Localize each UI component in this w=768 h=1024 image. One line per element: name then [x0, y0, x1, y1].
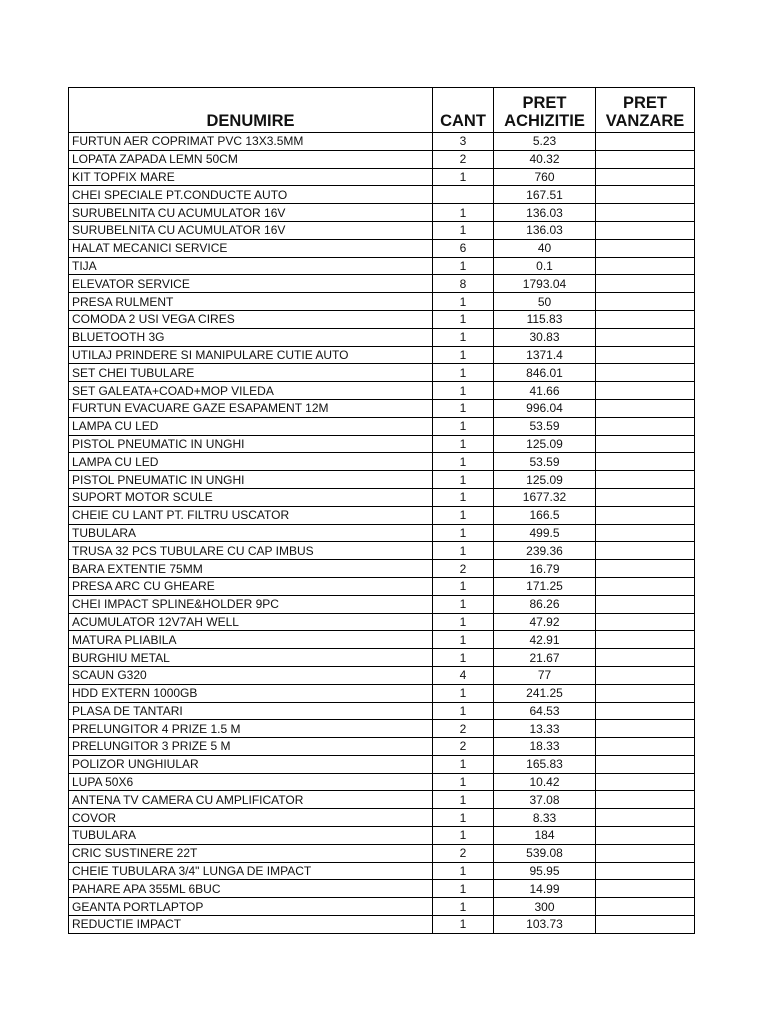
item-name-cell: HDD EXTERN 1000GB: [69, 684, 433, 702]
purchase-price-cell: 86.26: [494, 595, 596, 613]
header-qty-label: CANT: [440, 112, 486, 130]
quantity-cell: 1: [433, 453, 494, 471]
purchase-price-cell: 1677.32: [494, 488, 596, 506]
table-row: [69, 684, 695, 702]
table-row: [69, 524, 695, 542]
sale-price-cell: [596, 239, 695, 257]
quantity-cell: 2: [433, 720, 494, 738]
quantity-cell: 1: [433, 364, 494, 382]
purchase-price-cell: 42.91: [494, 631, 596, 649]
purchase-price-cell: 16.79: [494, 560, 596, 578]
table-row: [69, 880, 695, 898]
quantity-cell: 1: [433, 702, 494, 720]
sale-price-cell: [596, 364, 695, 382]
purchase-price-cell: 136.03: [494, 204, 596, 222]
table-row: [69, 435, 695, 453]
table-row: [69, 488, 695, 506]
quantity-cell: 1: [433, 417, 494, 435]
item-name-cell: COVOR: [69, 809, 433, 827]
quantity-cell: 1: [433, 168, 494, 186]
purchase-price-cell: 0.1: [494, 257, 596, 275]
purchase-price-cell: 64.53: [494, 702, 596, 720]
quantity-cell: 1: [433, 898, 494, 916]
item-name-cell: COMODA 2 USI VEGA CIRES: [69, 310, 433, 328]
quantity-cell: 1: [433, 328, 494, 346]
sale-price-cell: [596, 417, 695, 435]
quantity-cell: 1: [433, 382, 494, 400]
quantity-cell: 1: [433, 613, 494, 631]
quantity-cell: 1: [433, 542, 494, 560]
item-name-cell: TRUSA 32 PCS TUBULARE CU CAP IMBUS: [69, 542, 433, 560]
purchase-price-cell: 37.08: [494, 791, 596, 809]
sale-price-cell: [596, 328, 695, 346]
sale-price-cell: [596, 168, 695, 186]
sale-price-cell: [596, 453, 695, 471]
item-name-cell: PRELUNGITOR 4 PRIZE 1.5 M: [69, 720, 433, 738]
table-row: [69, 471, 695, 489]
quantity-cell: 1: [433, 773, 494, 791]
sale-price-cell: [596, 293, 695, 311]
quantity-cell: 3: [433, 133, 494, 151]
purchase-price-cell: 996.04: [494, 399, 596, 417]
item-name-cell: ANTENA TV CAMERA CU AMPLIFICATOR: [69, 791, 433, 809]
purchase-price-cell: 171.25: [494, 577, 596, 595]
quantity-cell: 1: [433, 809, 494, 827]
purchase-price-cell: 241.25: [494, 684, 596, 702]
table-row: [69, 809, 695, 827]
quantity-cell: 1: [433, 399, 494, 417]
table-row: [69, 649, 695, 667]
quantity-cell: 1: [433, 471, 494, 489]
quantity-cell: 4: [433, 666, 494, 684]
item-name-cell: PRESA RULMENT: [69, 293, 433, 311]
quantity-cell: 1: [433, 310, 494, 328]
purchase-price-cell: 239.36: [494, 542, 596, 560]
quantity-cell: [433, 186, 494, 204]
header-qty: [433, 88, 494, 133]
quantity-cell: 1: [433, 755, 494, 773]
sale-price-cell: [596, 649, 695, 667]
quantity-cell: 1: [433, 577, 494, 595]
table-row: [69, 133, 695, 151]
item-name-cell: SET CHEI TUBULARE: [69, 364, 433, 382]
purchase-price-cell: 50: [494, 293, 596, 311]
item-name-cell: KIT TOPFIX MARE: [69, 168, 433, 186]
item-name-cell: ACUMULATOR 12V7AH WELL: [69, 613, 433, 631]
quantity-cell: 1: [433, 204, 494, 222]
purchase-price-cell: 1793.04: [494, 275, 596, 293]
table-row: [69, 346, 695, 364]
purchase-price-cell: 125.09: [494, 435, 596, 453]
table-row: [69, 827, 695, 845]
quantity-cell: 1: [433, 631, 494, 649]
item-name-cell: UTILAJ PRINDERE SI MANIPULARE CUTIE AUTO: [69, 346, 433, 364]
sale-price-cell: [596, 880, 695, 898]
header-sell-price: [596, 88, 695, 133]
sale-price-cell: [596, 738, 695, 756]
sale-price-cell: [596, 702, 695, 720]
item-name-cell: FURTUN EVACUARE GAZE ESAPAMENT 12M: [69, 399, 433, 417]
table-row: [69, 453, 695, 471]
table-row: [69, 382, 695, 400]
sale-price-cell: [596, 827, 695, 845]
purchase-price-cell: 30.83: [494, 328, 596, 346]
sale-price-cell: [596, 844, 695, 862]
header-buy-line2: ACHIZITIE: [504, 112, 585, 130]
table-row: [69, 791, 695, 809]
table-row: [69, 328, 695, 346]
item-name-cell: TUBULARA: [69, 827, 433, 845]
header-buy-line1: PRET: [522, 94, 567, 112]
purchase-price-cell: 40.32: [494, 150, 596, 168]
quantity-cell: 1: [433, 827, 494, 845]
item-name-cell: SURUBELNITA CU ACUMULATOR 16V: [69, 204, 433, 222]
purchase-price-cell: 8.33: [494, 809, 596, 827]
item-name-cell: REDUCTIE IMPACT: [69, 916, 433, 934]
table-row: [69, 613, 695, 631]
quantity-cell: 1: [433, 435, 494, 453]
table-row: [69, 862, 695, 880]
quantity-cell: 1: [433, 684, 494, 702]
sale-price-cell: [596, 560, 695, 578]
sale-price-cell: [596, 809, 695, 827]
table-row: [69, 506, 695, 524]
purchase-price-cell: 136.03: [494, 221, 596, 239]
sale-price-cell: [596, 150, 695, 168]
sale-price-cell: [596, 862, 695, 880]
item-name-cell: LUPA 50X6: [69, 773, 433, 791]
inventory-table: [68, 87, 695, 934]
sale-price-cell: [596, 755, 695, 773]
purchase-price-cell: 10.42: [494, 773, 596, 791]
sale-price-cell: [596, 346, 695, 364]
item-name-cell: LOPATA ZAPADA LEMN 50CM: [69, 150, 433, 168]
purchase-price-cell: 167.51: [494, 186, 596, 204]
sale-price-cell: [596, 684, 695, 702]
purchase-price-cell: 18.33: [494, 738, 596, 756]
item-name-cell: SUPORT MOTOR SCULE: [69, 488, 433, 506]
sale-price-cell: [596, 595, 695, 613]
item-name-cell: LAMPA CU LED: [69, 453, 433, 471]
table-row: [69, 720, 695, 738]
item-name-cell: MATURA PLIABILA: [69, 631, 433, 649]
sale-price-cell: [596, 524, 695, 542]
purchase-price-cell: 40: [494, 239, 596, 257]
item-name-cell: TUBULARA: [69, 524, 433, 542]
item-name-cell: SET GALEATA+COAD+MOP VILEDA: [69, 382, 433, 400]
sale-price-cell: [596, 791, 695, 809]
item-name-cell: CHEI IMPACT SPLINE&HOLDER 9PC: [69, 595, 433, 613]
item-name-cell: PISTOL PNEUMATIC IN UNGHI: [69, 435, 433, 453]
sale-price-cell: [596, 382, 695, 400]
purchase-price-cell: 41.66: [494, 382, 596, 400]
sale-price-cell: [596, 506, 695, 524]
purchase-price-cell: 166.5: [494, 506, 596, 524]
header-sell-line1: PRET: [622, 94, 667, 112]
sale-price-cell: [596, 488, 695, 506]
purchase-price-cell: 760: [494, 168, 596, 186]
table-row: [69, 150, 695, 168]
table-row: [69, 738, 695, 756]
item-name-cell: FURTUN AER COPRIMAT PVC 13X3.5MM: [69, 133, 433, 151]
purchase-price-cell: 184: [494, 827, 596, 845]
table-row: [69, 898, 695, 916]
quantity-cell: 8: [433, 275, 494, 293]
table-body: [69, 133, 695, 934]
quantity-cell: 1: [433, 791, 494, 809]
sale-price-cell: [596, 666, 695, 684]
quantity-cell: 2: [433, 844, 494, 862]
item-name-cell: PRESA ARC CU GHEARE: [69, 577, 433, 595]
sale-price-cell: [596, 186, 695, 204]
table-row: [69, 168, 695, 186]
purchase-price-cell: 47.92: [494, 613, 596, 631]
table-row: [69, 275, 695, 293]
table-row: [69, 560, 695, 578]
purchase-price-cell: 115.83: [494, 310, 596, 328]
quantity-cell: 1: [433, 506, 494, 524]
table-row: [69, 666, 695, 684]
table-row: [69, 310, 695, 328]
header-row: [69, 88, 695, 133]
item-name-cell: CHEIE CU LANT PT. FILTRU USCATOR: [69, 506, 433, 524]
table-row: [69, 239, 695, 257]
quantity-cell: 1: [433, 916, 494, 934]
purchase-price-cell: 14.99: [494, 880, 596, 898]
item-name-cell: BURGHIU METAL: [69, 649, 433, 667]
sale-price-cell: [596, 399, 695, 417]
header-buy-price: [494, 88, 596, 133]
quantity-cell: 6: [433, 239, 494, 257]
table-row: [69, 364, 695, 382]
purchase-price-cell: 499.5: [494, 524, 596, 542]
item-name-cell: ELEVATOR SERVICE: [69, 275, 433, 293]
item-name-cell: BARA EXTENTIE 75MM: [69, 560, 433, 578]
purchase-price-cell: 21.67: [494, 649, 596, 667]
sale-price-cell: [596, 720, 695, 738]
table-row: [69, 844, 695, 862]
purchase-price-cell: 53.59: [494, 417, 596, 435]
quantity-cell: 1: [433, 595, 494, 613]
table-row: [69, 916, 695, 934]
sale-price-cell: [596, 542, 695, 560]
table-row: [69, 257, 695, 275]
item-name-cell: SCAUN G320: [69, 666, 433, 684]
purchase-price-cell: 165.83: [494, 755, 596, 773]
sale-price-cell: [596, 471, 695, 489]
purchase-price-cell: 5.23: [494, 133, 596, 151]
header-sell-line2: VANZARE: [605, 112, 685, 130]
quantity-cell: 1: [433, 257, 494, 275]
table-row: [69, 755, 695, 773]
quantity-cell: 1: [433, 862, 494, 880]
header-name-label: DENUMIRE: [206, 112, 295, 130]
sale-price-cell: [596, 773, 695, 791]
quantity-cell: 1: [433, 293, 494, 311]
table-row: [69, 702, 695, 720]
item-name-cell: LAMPA CU LED: [69, 417, 433, 435]
header-name: [69, 88, 433, 133]
quantity-cell: 1: [433, 524, 494, 542]
table-row: [69, 204, 695, 222]
item-name-cell: CHEI SPECIALE PT.CONDUCTE AUTO: [69, 186, 433, 204]
item-name-cell: CRIC SUSTINERE 22T: [69, 844, 433, 862]
purchase-price-cell: 846.01: [494, 364, 596, 382]
quantity-cell: 2: [433, 560, 494, 578]
sale-price-cell: [596, 310, 695, 328]
item-name-cell: PLASA DE TANTARI: [69, 702, 433, 720]
sale-price-cell: [596, 613, 695, 631]
item-name-cell: GEANTA PORTLAPTOP: [69, 898, 433, 916]
purchase-price-cell: 103.73: [494, 916, 596, 934]
item-name-cell: POLIZOR UNGHIULAR: [69, 755, 433, 773]
sale-price-cell: [596, 257, 695, 275]
sale-price-cell: [596, 631, 695, 649]
purchase-price-cell: 125.09: [494, 471, 596, 489]
table-row: [69, 186, 695, 204]
sale-price-cell: [596, 275, 695, 293]
sale-price-cell: [596, 898, 695, 916]
table-row: [69, 773, 695, 791]
purchase-price-cell: 539.08: [494, 844, 596, 862]
table-row: [69, 293, 695, 311]
purchase-price-cell: 1371.4: [494, 346, 596, 364]
purchase-price-cell: 95.95: [494, 862, 596, 880]
sale-price-cell: [596, 133, 695, 151]
quantity-cell: 1: [433, 488, 494, 506]
sale-price-cell: [596, 221, 695, 239]
table-row: [69, 417, 695, 435]
table-row: [69, 221, 695, 239]
sale-price-cell: [596, 577, 695, 595]
quantity-cell: 1: [433, 221, 494, 239]
table-row: [69, 577, 695, 595]
quantity-cell: 1: [433, 649, 494, 667]
item-name-cell: PISTOL PNEUMATIC IN UNGHI: [69, 471, 433, 489]
quantity-cell: 1: [433, 880, 494, 898]
purchase-price-cell: 77: [494, 666, 596, 684]
purchase-price-cell: 53.59: [494, 453, 596, 471]
purchase-price-cell: 13.33: [494, 720, 596, 738]
item-name-cell: TIJA: [69, 257, 433, 275]
item-name-cell: HALAT MECANICI SERVICE: [69, 239, 433, 257]
sale-price-cell: [596, 435, 695, 453]
item-name-cell: CHEIE TUBULARA 3/4" LUNGA DE IMPACT: [69, 862, 433, 880]
quantity-cell: 2: [433, 738, 494, 756]
sale-price-cell: [596, 916, 695, 934]
item-name-cell: PRELUNGITOR 3 PRIZE 5 M: [69, 738, 433, 756]
quantity-cell: 2: [433, 150, 494, 168]
sale-price-cell: [596, 204, 695, 222]
table-row: [69, 542, 695, 560]
table-row: [69, 595, 695, 613]
table-row: [69, 399, 695, 417]
purchase-price-cell: 300: [494, 898, 596, 916]
item-name-cell: SURUBELNITA CU ACUMULATOR 16V: [69, 221, 433, 239]
item-name-cell: BLUETOOTH 3G: [69, 328, 433, 346]
item-name-cell: PAHARE APA 355ML 6BUC: [69, 880, 433, 898]
quantity-cell: 1: [433, 346, 494, 364]
table-row: [69, 631, 695, 649]
